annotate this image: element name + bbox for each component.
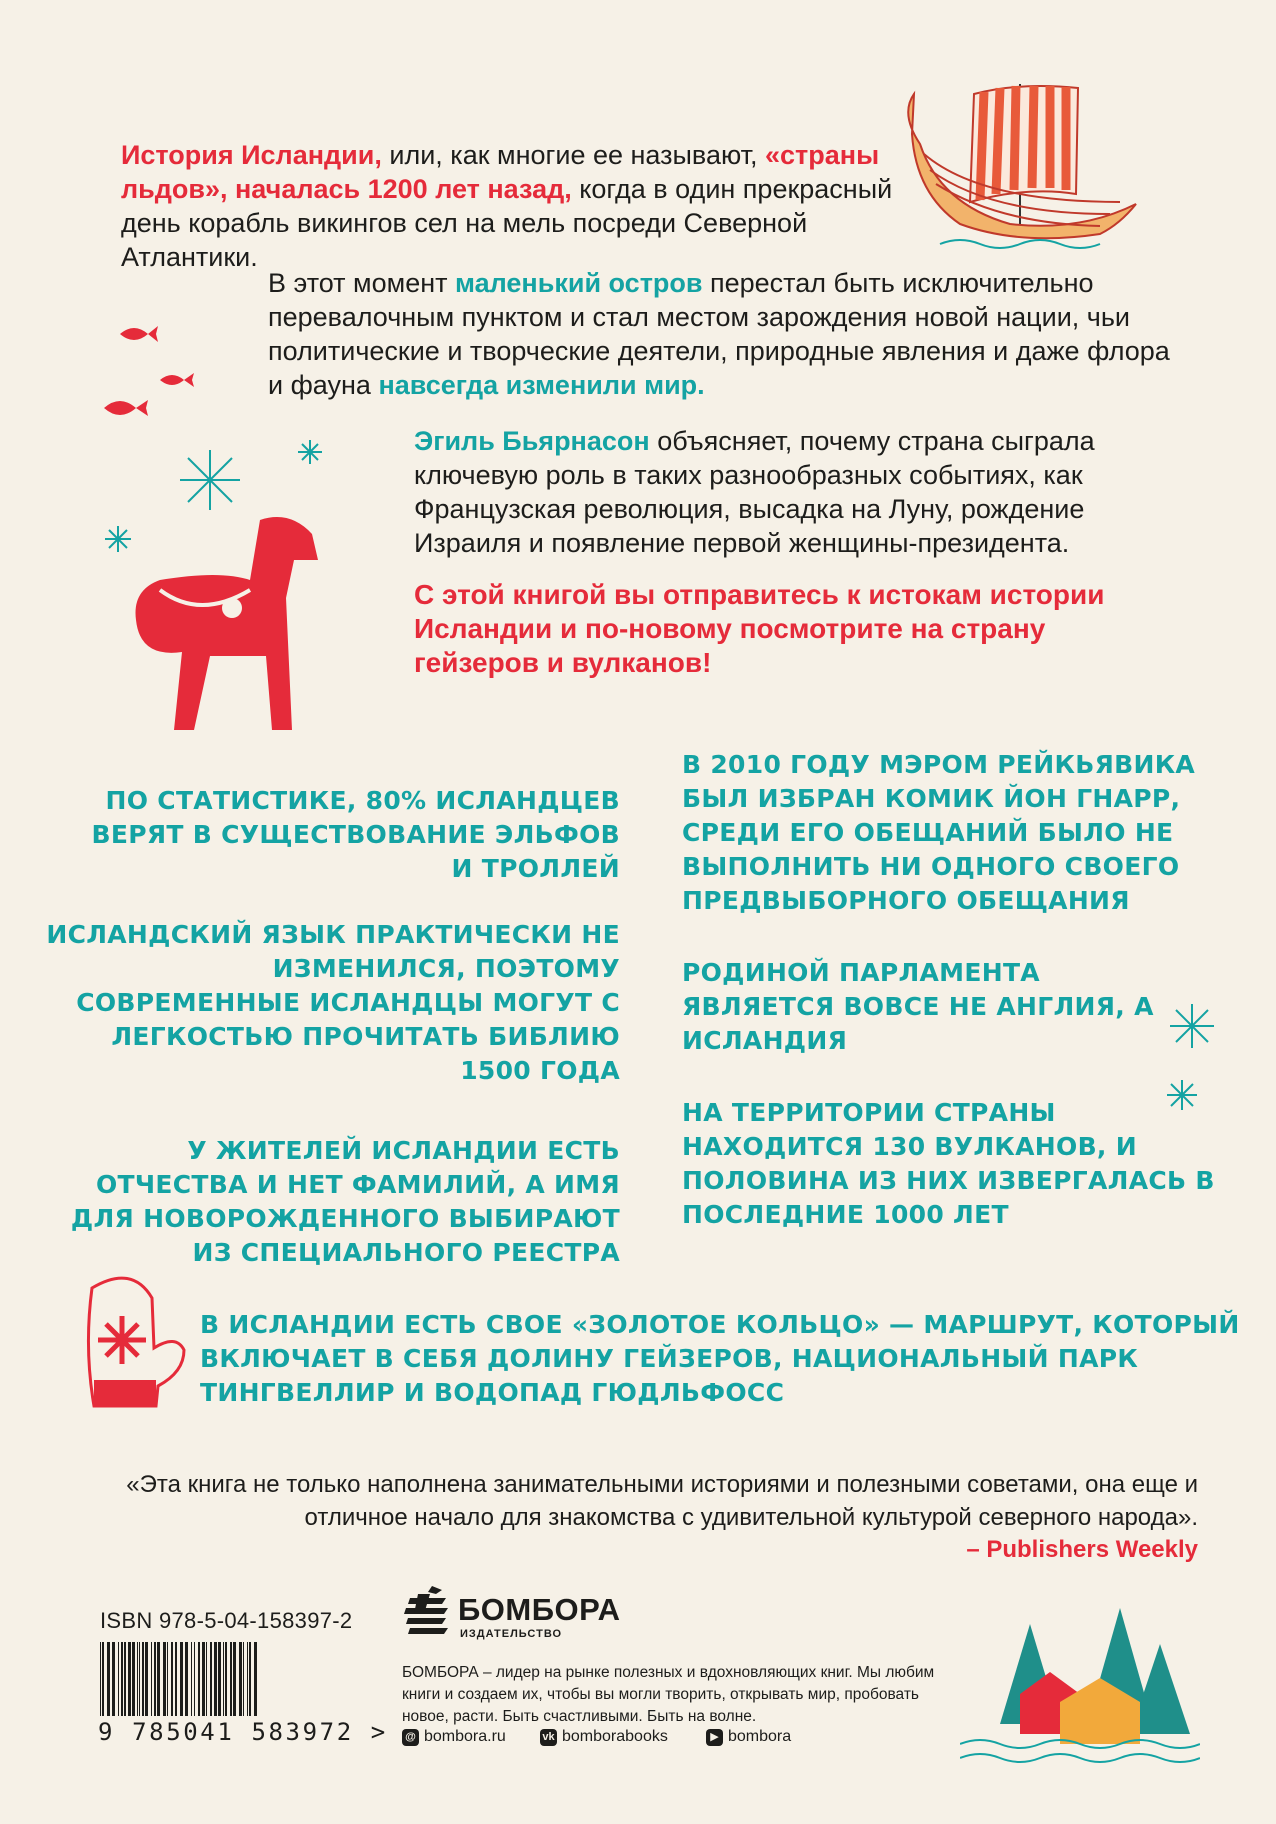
bombora-logo-icon [402, 1584, 452, 1642]
review-quote: «Эта книга не только наполнена занимательными историями и полезными советами, она еще и отличное начало для знакомства с удивительной культурой северного народа». [126, 1471, 1198, 1531]
intro-paragraph-1: История Исландии, или, как многие ее называют, «страны льдов», началась 1200 лет назад, когда в один прекрасный день корабль викингов сел на мель посреди Северной Атлантики. [121, 140, 893, 272]
review-author: – Publishers Weekly [966, 1536, 1198, 1563]
village-houses-icon [960, 1584, 1200, 1772]
fact-golden-circle: В ИСЛАНДИИ ЕСТЬ СВОЕ «ЗОЛОТОЕ КОЛЬЦО» — МАРШРУТ, КОТОРЫЙ ВКЛЮЧАЕТ В СЕБЯ ДОЛИНУ ГЕЙЗЕРОВ, НАЦИОНАЛЬНЫЙ ПАРК ТИНГВЕЛЛИР И ВОДОПАД ГЮДЛЬФОСС [200, 1310, 1240, 1407]
barcode-digits: 9 785041 583972 > [98, 1718, 388, 1746]
fact-elves: ПО СТАТИСТИКЕ, 80% ИСЛАНДЦЕВ ВЕРЯТ В СУЩЕСТВОВАНИЕ ЭЛЬФОВ И ТРОЛЛЕЙ [91, 786, 620, 883]
social-website[interactable]: @ bombora.ru [402, 1728, 506, 1746]
social-youtube-telegram[interactable]: ▶ bombora [706, 1728, 791, 1746]
fact-volcanoes: НА ТЕРРИТОРИИ СТРАНЫ НАХОДИТСЯ 130 ВУЛКАНОВ, И ПОЛОВИНА ИЗ НИХ ИЗВЕРГАЛАСЬ В ПОСЛЕДНИЕ 1000 ЛЕТ [682, 1098, 1215, 1229]
publisher-name: БОМБОРА [458, 1592, 621, 1627]
fact-names: У ЖИТЕЛЕЙ ИСЛАНДИИ ЕСТЬ ОТЧЕСТВА И НЕТ ФАМИЛИЙ, А ИМЯ ДЛЯ НОВОРОЖДЕННОГО ВЫБИРАЮТ ИЗ СПЕЦИАЛЬНОГО РЕЕСТРА [70, 1136, 620, 1267]
mitten-icon [72, 1268, 190, 1418]
dala-horse-icon [100, 430, 330, 740]
youtube-icon: ▶ [706, 1729, 723, 1746]
publisher-description: БОМБОРА – лидер на рынке полезных и вдохновляющих книг. Мы любим книги и создаем их, чтобы вы могли творить, открывать мир, пробовать новое, расти. Быть счастливыми. Быть на волне. [402, 1664, 935, 1725]
viking-ship-icon [900, 74, 1150, 254]
fact-language: ИСЛАНДСКИЙ ЯЗЫК ПРАКТИЧЕСКИ НЕ ИЗМЕНИЛСЯ, ПОЭТОМУ СОВРЕМЕННЫЕ ИСЛАНДЦЫ МОГУТ С ЛЕГКОСТЬЮ ПРОЧИТАТЬ БИБЛИЮ 1500 ГОДА [46, 920, 620, 1085]
at-icon: @ [402, 1729, 419, 1746]
vk-icon: vk [540, 1729, 557, 1746]
publisher-subtitle: ИЗДАТЕЛЬСТВО [460, 1628, 563, 1640]
social-vk[interactable]: vk bomborabooks [540, 1728, 668, 1746]
intro-paragraph-3: Эгиль Бьярнасон объясняет, почему страна сыграла ключевую роль в таких разнообразных событиях, как Французская революция, высадка на Луну, рождение Израиля и появление первой женщины-президента. [414, 426, 1095, 558]
intro-paragraph-4: С этой книгой вы отправитесь к истокам истории Исландии и по-новому посмотрите на страну гейзеров и вулканов! [414, 579, 1105, 678]
intro-paragraph-2: В этот момент маленький остров перестал быть исключительно перевалочным пунктом и стал местом зарождения новой нации, чьи политические и творческие деятели, природные явления и даже флора и фауна навсегда изменили мир. [268, 268, 1170, 400]
fact-parliament: РОДИНОЙ ПАРЛАМЕНТА ЯВЛЯЕТСЯ ВОВСЕ НЕ АНГЛИЯ, А ИСЛАНДИЯ [682, 958, 1154, 1055]
fish-icon [100, 318, 210, 426]
barcode-icon [98, 1642, 326, 1716]
snowflake-icon [1152, 998, 1232, 1118]
isbn-label: ISBN 978-5-04-158397-2 [100, 1608, 353, 1633]
fact-mayor: В 2010 ГОДУ МЭРОМ РЕЙКЬЯВИКА БЫЛ ИЗБРАН КОМИК ЙОН ГНАРР, СРЕДИ ЕГО ОБЕЩАНИЙ БЫЛО НЕ ВЫПОЛНИТЬ НИ ОДНОГО СВОЕГО ПРЕДВЫБОРНОГО ОБЕЩАНИЯ [682, 750, 1196, 915]
